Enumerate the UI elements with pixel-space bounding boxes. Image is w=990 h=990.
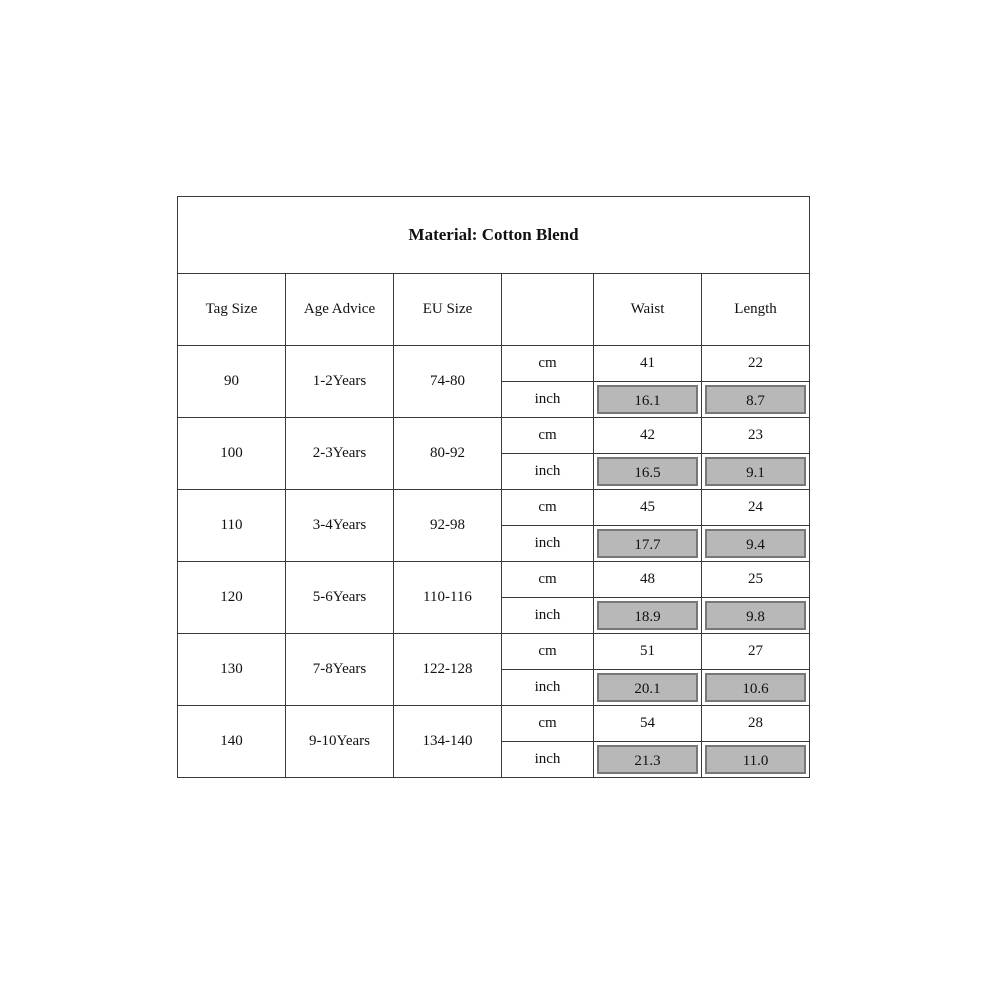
length-cm-cell: 23	[702, 418, 810, 454]
eu-size-cell: 74-80	[394, 346, 502, 418]
waist-inch-cell	[594, 670, 702, 706]
length-inch-value: 11.0	[705, 745, 806, 774]
header-unit	[502, 274, 594, 346]
waist-cm-cell: 42	[594, 418, 702, 454]
unit-cm-cell: cm	[502, 490, 594, 526]
unit-cm-cell: cm	[502, 634, 594, 670]
unit-cm-cell: cm	[502, 706, 594, 742]
length-inch-cell	[702, 382, 810, 418]
unit-inch-cell: inch	[502, 598, 594, 634]
length-cm-cell: 25	[702, 562, 810, 598]
age-advice-cell: 1-2Years	[286, 346, 394, 418]
tag-size-cell: 140	[178, 706, 286, 778]
table-row-cm	[178, 634, 810, 670]
waist-inch-value: 16.1	[597, 385, 698, 414]
length-inch-cell	[702, 742, 810, 778]
table-row-cm	[178, 490, 810, 526]
tag-size-cell: 90	[178, 346, 286, 418]
size-chart-table	[177, 196, 810, 778]
tag-size-cell: 100	[178, 418, 286, 490]
length-inch-value: 9.4	[705, 529, 806, 558]
waist-inch-cell	[594, 382, 702, 418]
eu-size-cell: 122-128	[394, 634, 502, 706]
waist-cm-cell: 48	[594, 562, 702, 598]
unit-cm-cell: cm	[502, 346, 594, 382]
eu-size-cell: 80-92	[394, 418, 502, 490]
waist-cm-cell: 41	[594, 346, 702, 382]
header-length: Length	[702, 274, 810, 346]
unit-inch-cell: inch	[502, 382, 594, 418]
tag-size-cell: 120	[178, 562, 286, 634]
waist-inch-value: 16.5	[597, 457, 698, 486]
header-row	[178, 274, 810, 346]
unit-inch-cell: inch	[502, 670, 594, 706]
header-age-advice: Age Advice	[286, 274, 394, 346]
waist-cm-cell: 51	[594, 634, 702, 670]
eu-size-cell: 134-140	[394, 706, 502, 778]
length-inch-cell	[702, 598, 810, 634]
waist-inch-cell	[594, 742, 702, 778]
eu-size-cell: 110-116	[394, 562, 502, 634]
waist-inch-cell	[594, 598, 702, 634]
age-advice-cell: 5-6Years	[286, 562, 394, 634]
table-title: Material: Cotton Blend	[178, 197, 810, 274]
waist-cm-cell: 45	[594, 490, 702, 526]
length-inch-cell	[702, 670, 810, 706]
length-inch-value: 9.1	[705, 457, 806, 486]
length-inch-value: 8.7	[705, 385, 806, 414]
table-row-cm	[178, 346, 810, 382]
waist-inch-cell	[594, 526, 702, 562]
tag-size-cell: 110	[178, 490, 286, 562]
unit-cm-cell: cm	[502, 562, 594, 598]
length-inch-cell	[702, 526, 810, 562]
unit-inch-cell: inch	[502, 526, 594, 562]
header-eu-size: EU Size	[394, 274, 502, 346]
length-cm-cell: 24	[702, 490, 810, 526]
length-cm-cell: 27	[702, 634, 810, 670]
waist-inch-cell	[594, 454, 702, 490]
table-row-cm	[178, 418, 810, 454]
tag-size-cell: 130	[178, 634, 286, 706]
header-tag-size: Tag Size	[178, 274, 286, 346]
header-waist: Waist	[594, 274, 702, 346]
length-inch-value: 9.8	[705, 601, 806, 630]
waist-inch-value: 18.9	[597, 601, 698, 630]
age-advice-cell: 2-3Years	[286, 418, 394, 490]
waist-inch-value: 17.7	[597, 529, 698, 558]
length-inch-value: 10.6	[705, 673, 806, 702]
length-cm-cell: 28	[702, 706, 810, 742]
waist-inch-value: 20.1	[597, 673, 698, 702]
age-advice-cell: 9-10Years	[286, 706, 394, 778]
length-cm-cell: 22	[702, 346, 810, 382]
waist-cm-cell: 54	[594, 706, 702, 742]
age-advice-cell: 3-4Years	[286, 490, 394, 562]
table-row-cm	[178, 706, 810, 742]
eu-size-cell: 92-98	[394, 490, 502, 562]
length-inch-cell	[702, 454, 810, 490]
unit-inch-cell: inch	[502, 742, 594, 778]
table-row-cm	[178, 562, 810, 598]
age-advice-cell: 7-8Years	[286, 634, 394, 706]
unit-cm-cell: cm	[502, 418, 594, 454]
unit-inch-cell: inch	[502, 454, 594, 490]
waist-inch-value: 21.3	[597, 745, 698, 774]
